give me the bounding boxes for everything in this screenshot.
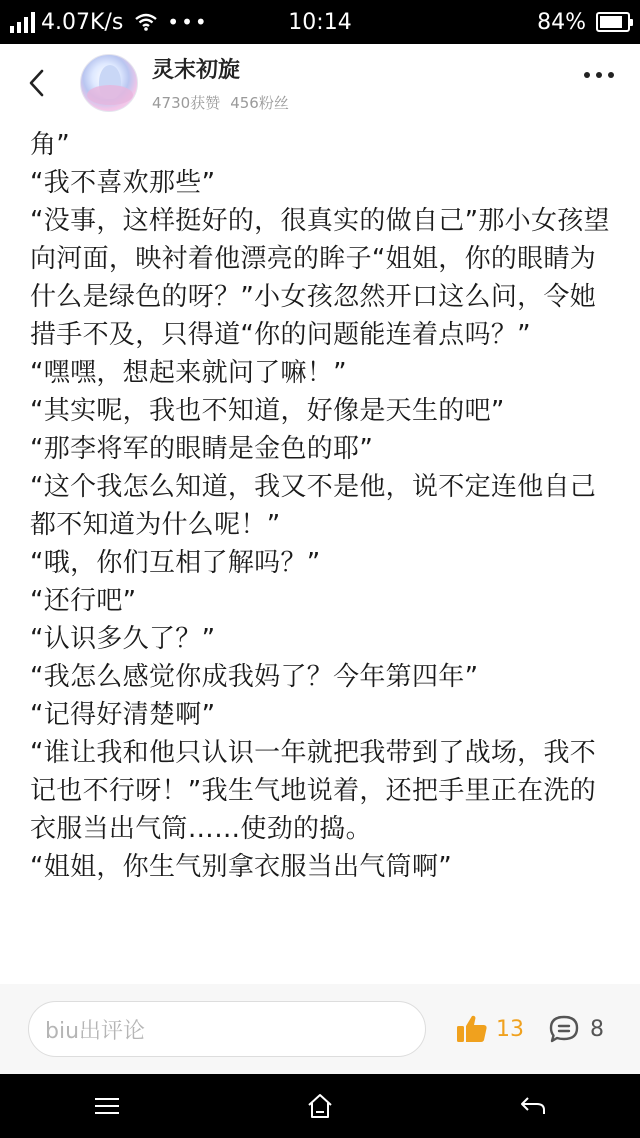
paragraph: “我不喜欢那些” xyxy=(30,168,216,198)
notification-dots: ••• xyxy=(167,10,209,34)
paragraph: 角” xyxy=(30,130,71,160)
menu-button[interactable] xyxy=(67,1074,147,1138)
back-button[interactable] xyxy=(0,44,72,122)
likes-count: 4730获赞 xyxy=(152,94,221,112)
paragraph: “姐姐，你生气别拿衣服当出气筒啊” xyxy=(30,852,453,882)
paragraph: “哦，你们互相了解吗？” xyxy=(30,548,321,578)
paragraph: “这个我怎么知道，我又不是他，说不定连他自己都不知道为什么呢！” xyxy=(30,472,597,540)
paragraph: “嘿嘿，想起来就问了嘛！” xyxy=(30,358,347,388)
wifi-icon xyxy=(135,13,157,31)
paragraph: “没事，这样挺好的，很真实的做自己”那小女孩望向河面，映衬着他漂亮的眸子“姐姐，你的眼睛为什么是绿色的呀？”小女孩忽然开口这么问，令她措手不及，只得道“你的问题能连着点吗？” xyxy=(30,206,610,350)
more-button[interactable] xyxy=(584,72,614,78)
signal-icon xyxy=(10,11,35,33)
comment-input[interactable]: biu出评论 xyxy=(28,1001,426,1057)
system-nav-bar xyxy=(0,1074,640,1138)
thumbs-up-icon xyxy=(456,1014,488,1044)
nav-back-icon xyxy=(519,1095,547,1117)
paragraph: “记得好清楚啊” xyxy=(30,700,216,730)
battery-text: 84% xyxy=(537,9,586,35)
like-count: 13 xyxy=(496,1016,524,1042)
paragraph: “那李将军的眼睛是金色的耶” xyxy=(30,434,374,464)
author-info xyxy=(152,53,289,113)
paragraph: “认识多久了？” xyxy=(30,624,216,654)
paragraph: “其实呢，我也不知道，好像是天生的吧” xyxy=(30,396,505,426)
author-stats xyxy=(152,92,289,113)
status-left xyxy=(0,10,240,35)
battery-fill xyxy=(600,16,622,28)
back-arrow-icon xyxy=(27,68,45,98)
paragraph: “我怎么感觉你成我妈了？今年第四年” xyxy=(30,662,479,692)
home-button[interactable] xyxy=(280,1074,360,1138)
like-button[interactable] xyxy=(456,1014,524,1044)
article-body xyxy=(0,122,640,984)
battery-icon xyxy=(596,12,630,32)
status-bar xyxy=(0,0,640,44)
comment-button[interactable] xyxy=(548,1014,604,1044)
comment-bar xyxy=(0,984,640,1074)
status-right xyxy=(400,10,640,35)
home-icon xyxy=(306,1093,334,1119)
comment-bubble-icon xyxy=(548,1014,580,1044)
comment-count: 8 xyxy=(590,1016,604,1042)
author-name[interactable]: 灵末初旋 xyxy=(152,58,241,83)
fans-count: 456粉丝 xyxy=(230,94,289,112)
network-speed: 4.07K/s xyxy=(41,9,124,35)
menu-icon xyxy=(94,1096,120,1116)
paragraph: “还行吧” xyxy=(30,586,137,616)
author-avatar[interactable] xyxy=(80,54,138,112)
paragraph: “谁让我和他只认识一年就把我带到了战场，我不记也不行呀！”我生气地说着，还把手里正在洗的衣服当出气筒……使劲的捣。 xyxy=(30,738,597,844)
more-dots-icon xyxy=(584,72,590,78)
status-time: 10:14 xyxy=(288,9,352,35)
article-header xyxy=(0,44,640,122)
nav-back-button[interactable] xyxy=(493,1074,573,1138)
